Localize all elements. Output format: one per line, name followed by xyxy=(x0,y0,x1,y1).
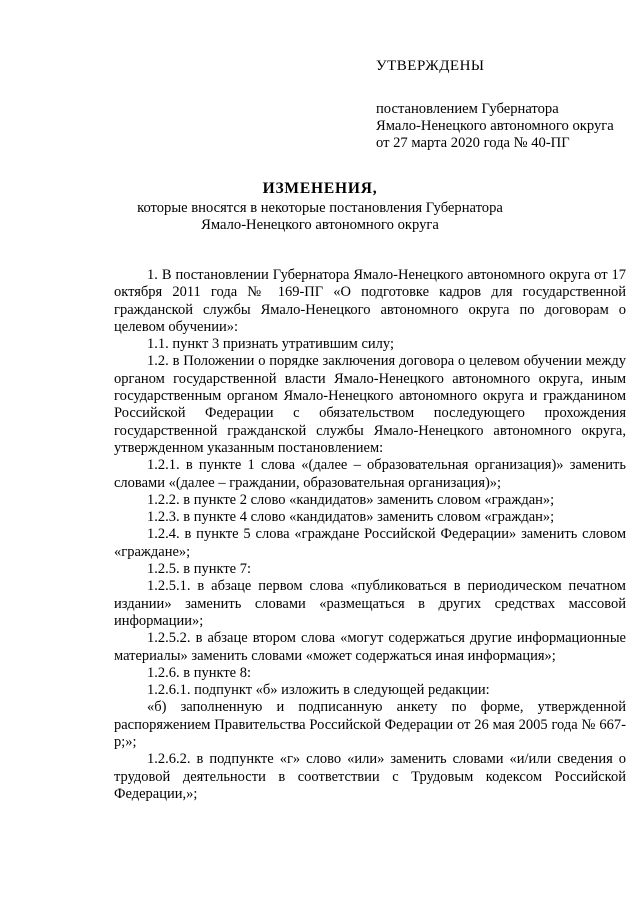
approval-line: Ямало-Ненецкого автономного округа xyxy=(376,118,614,134)
paragraph: «б) заполненную и подписанную анкету по форме, утвержденной распоряжением Правительства Российской Федерации от 26 мая 2005 года № 667-р;»; xyxy=(114,699,626,751)
paragraph: 1.2.1. в пункте 1 слова «(далее – образовательная организация)» заменить словами «(далее – граждании, образовательная организация)»; xyxy=(114,457,626,491)
paragraph: 1.2.4. в пункте 5 слова «граждане Российской Федерации» заменить словом «граждане»; xyxy=(114,526,626,560)
paragraph: 1.2.3. в пункте 4 слово «кандидатов» заменить словом «граждан»; xyxy=(147,509,555,526)
document-body xyxy=(114,267,626,803)
paragraph: 1.1. пункт 3 признать утратившим силу; xyxy=(147,336,394,353)
document-title: ИЗМЕНЕНИЯ, xyxy=(262,180,378,197)
paragraph: 1.2.5. в пункте 7: xyxy=(147,561,252,578)
paragraph: 1.2.5.2. в абзаце втором слова «могут содержаться другие информационные материалы» заменить словами «может содержаться иная информация»; xyxy=(114,630,626,664)
paragraph: 1.2.6.2. в подпункте «г» слово «или» заменить словами «и/или сведения о трудовой деятельности в соответствии с Трудовым кодексом Российской Федерации,»; xyxy=(114,751,626,802)
paragraph: 1.2.2. в пункте 2 слово «кандидатов» заменить словом «граждан»; xyxy=(147,491,555,508)
approval-stamp: УТВЕРЖДЕНЫ xyxy=(376,58,485,74)
approval-line: от 27 марта 2020 года № 40-ПГ xyxy=(376,135,570,151)
paragraph: 1.2. в Положении о порядке заключения договора о целевом обучении между органом государственной власти Ямало-Ненецкого автономного округа, иным государственным органом Ямало-Ненецкого автономного округа и гражданином Российской Федерации с обязательством последующего прохождения государственной гражданской службы Ямало-Ненецкого автономного округа, утвержденном указанным постановлением: xyxy=(114,353,626,456)
document-heading xyxy=(0,178,640,234)
paragraph: 1.2.5.1. в абзаце первом слова «публиковаться в периодическом печатном издании» заменить словами «размещаться в других средствах массовой информации»; xyxy=(114,578,626,629)
paragraph: 1.2.6.1. подпункт «б» изложить в следующей редакции: xyxy=(147,682,490,699)
document-subtitle-line: которые вносятся в некоторые постановления Губернатора xyxy=(137,200,503,216)
approval-block xyxy=(376,58,626,152)
approval-line: постановлением Губернатора xyxy=(376,101,559,117)
paragraph: 1.2.6. в пункте 8: xyxy=(147,664,252,681)
document-subtitle-line: Ямало-Ненецкого автономного округа xyxy=(201,217,439,233)
paragraph: 1. В постановлении Губернатора Ямало-Ненецкого автономного округа от 17 октября 2011 года № 169-ПГ «О подготовке кадров для государственной гражданской службы Ямало-Ненецкого автономного округа по договорам о целевом обучении»: xyxy=(114,267,626,335)
